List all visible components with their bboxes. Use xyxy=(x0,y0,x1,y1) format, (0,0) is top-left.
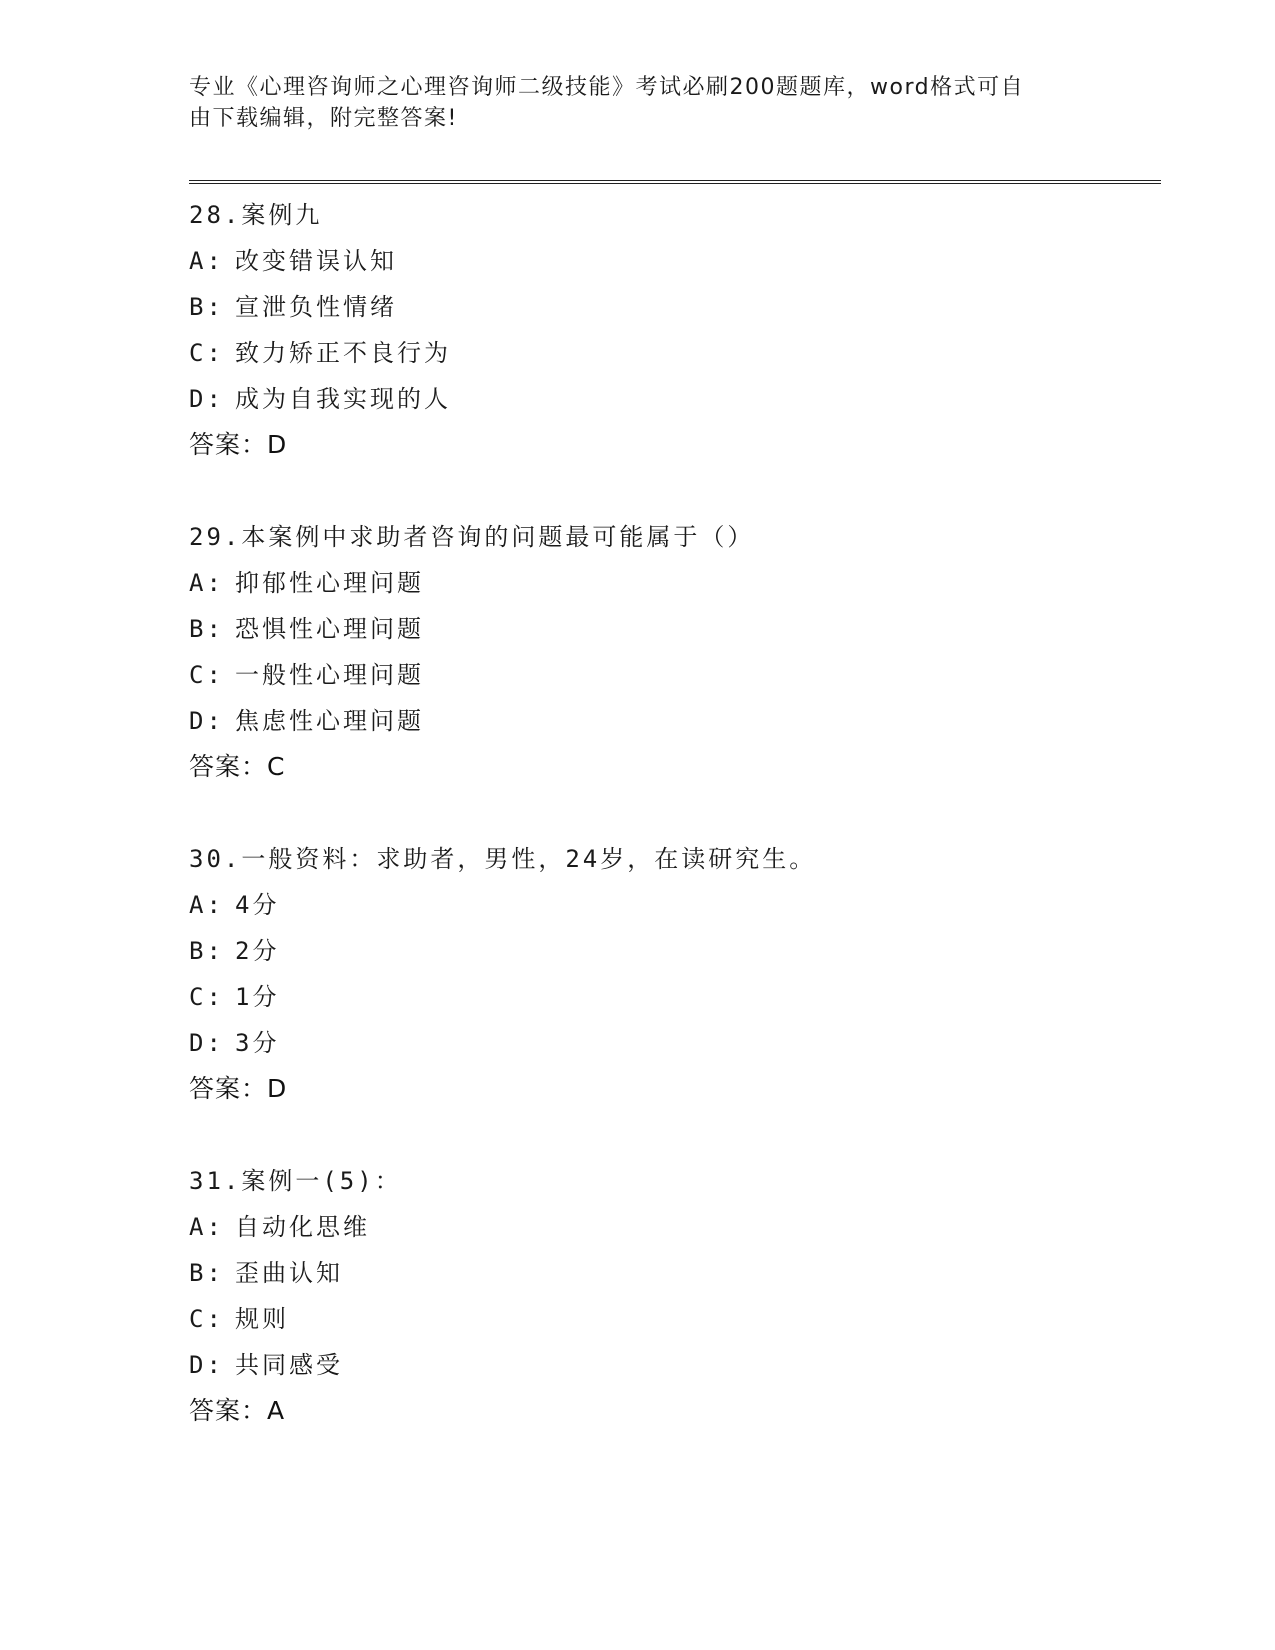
answer-label: 答案：C xyxy=(189,752,286,781)
question-title: 28.案例九 xyxy=(189,201,323,229)
option-letter: D: xyxy=(189,1029,224,1057)
option-text: 自动化思维 xyxy=(235,1213,370,1241)
option-a xyxy=(189,882,1161,928)
option-letter: A: xyxy=(189,891,224,919)
option-text: 改变错误认知 xyxy=(235,247,397,275)
option-letter: B: xyxy=(189,293,224,321)
option-text: 焦虑性心理问题 xyxy=(235,707,424,735)
option-d xyxy=(189,698,1161,744)
option-b xyxy=(189,928,1161,974)
option-c xyxy=(189,330,1161,376)
option-b xyxy=(189,284,1161,330)
option-text: 致力矫正不良行为 xyxy=(235,339,451,367)
option-text: 规则 xyxy=(235,1305,289,1333)
option-c xyxy=(189,652,1161,698)
option-text: 2分 xyxy=(235,937,280,965)
question-title: 31.案例一(5)： xyxy=(189,1167,402,1195)
option-letter: C: xyxy=(189,1305,224,1333)
option-text: 成为自我实现的人 xyxy=(235,385,451,413)
option-a xyxy=(189,560,1161,606)
option-letter: D: xyxy=(189,1351,224,1379)
option-letter: A: xyxy=(189,569,224,597)
option-c xyxy=(189,1296,1161,1342)
question-list xyxy=(189,192,1161,1480)
option-c xyxy=(189,974,1161,1020)
header-divider xyxy=(189,180,1161,184)
option-text: 恐惧性心理问题 xyxy=(235,615,424,643)
option-d xyxy=(189,376,1161,422)
option-text: 歪曲认知 xyxy=(235,1259,343,1287)
question-31 xyxy=(189,1158,1161,1434)
question-title: 29.本案例中求助者咨询的问题最可能属于（） xyxy=(189,523,755,551)
option-text: 宣泄负性情绪 xyxy=(235,293,397,321)
option-d xyxy=(189,1342,1161,1388)
answer-label: 答案：D xyxy=(189,1074,288,1103)
option-letter: B: xyxy=(189,1259,224,1287)
option-letter: D: xyxy=(189,385,224,413)
option-letter: C: xyxy=(189,983,224,1011)
option-b xyxy=(189,606,1161,652)
document-header xyxy=(189,72,1089,134)
answer-label: 答案：A xyxy=(189,1396,286,1425)
question-30 xyxy=(189,836,1161,1112)
option-text: 共同感受 xyxy=(235,1351,343,1379)
option-text: 1分 xyxy=(235,983,280,1011)
option-b xyxy=(189,1250,1161,1296)
option-letter: C: xyxy=(189,339,224,367)
option-a xyxy=(189,1204,1161,1250)
option-letter: A: xyxy=(189,247,224,275)
option-letter: B: xyxy=(189,937,224,965)
header-line-1: 专业《心理咨询师之心理咨询师二级技能》考试必刷200题题库，word格式可自 xyxy=(189,75,1025,100)
option-letter: D: xyxy=(189,707,224,735)
option-text: 一般性心理问题 xyxy=(235,661,424,689)
option-text: 3分 xyxy=(235,1029,280,1057)
question-29 xyxy=(189,514,1161,790)
option-a xyxy=(189,238,1161,284)
question-title: 30.一般资料：求助者，男性，24岁，在读研究生。 xyxy=(189,845,817,873)
option-letter: B: xyxy=(189,615,224,643)
option-letter: C: xyxy=(189,661,224,689)
answer-label: 答案：D xyxy=(189,430,288,459)
option-text: 4分 xyxy=(235,891,280,919)
option-text: 抑郁性心理问题 xyxy=(235,569,424,597)
question-28 xyxy=(189,192,1161,468)
option-d xyxy=(189,1020,1161,1066)
option-letter: A: xyxy=(189,1213,224,1241)
header-line-2: 由下载编辑，附完整答案! xyxy=(189,106,458,131)
